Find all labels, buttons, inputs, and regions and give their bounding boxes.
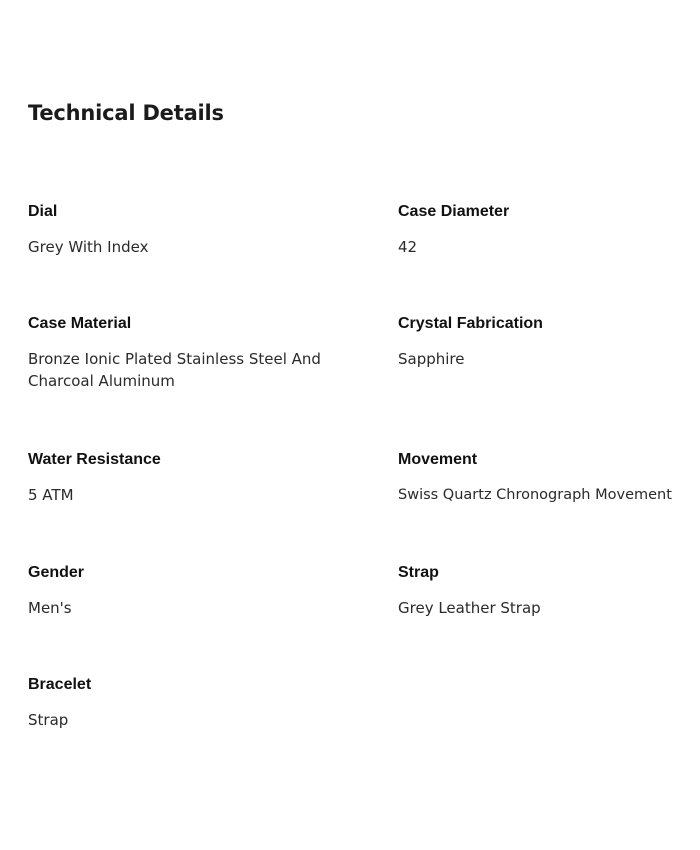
spec-gender xyxy=(28,563,328,619)
spec-case-diameter xyxy=(398,202,698,258)
spec-value: Men's xyxy=(28,599,72,617)
spec-value: Grey With Index xyxy=(28,238,149,256)
spec-label: Bracelet xyxy=(28,676,92,693)
technical-details-heading: Technical Details xyxy=(28,101,224,125)
spec-label: Strap xyxy=(398,564,439,581)
spec-label: Crystal Fabrication xyxy=(398,315,543,332)
spec-strap xyxy=(398,563,698,619)
spec-case-material xyxy=(28,314,358,392)
spec-value: Bronze Ionic Plated Stainless Steel And Charcoal Aluminum xyxy=(28,350,321,390)
spec-label: Dial xyxy=(28,203,58,220)
spec-value: 5 ATM xyxy=(28,486,74,504)
spec-value: Grey Leather Strap xyxy=(398,599,541,617)
spec-water-resistance xyxy=(28,450,328,506)
spec-value: Swiss Quartz Chronograph Movement xyxy=(398,487,672,503)
spec-label: Movement xyxy=(398,451,478,468)
spec-label: Gender xyxy=(28,564,85,581)
spec-value: Strap xyxy=(28,711,69,729)
spec-label: Case Material xyxy=(28,315,132,332)
spec-dial xyxy=(28,202,328,258)
spec-label: Water Resistance xyxy=(28,451,161,468)
spec-bracelet xyxy=(28,675,328,731)
spec-crystal-fabrication xyxy=(398,314,698,370)
spec-movement xyxy=(398,450,698,506)
spec-value: 42 xyxy=(398,238,418,256)
spec-value: Sapphire xyxy=(398,350,465,368)
spec-label: Case Diameter xyxy=(398,203,510,220)
